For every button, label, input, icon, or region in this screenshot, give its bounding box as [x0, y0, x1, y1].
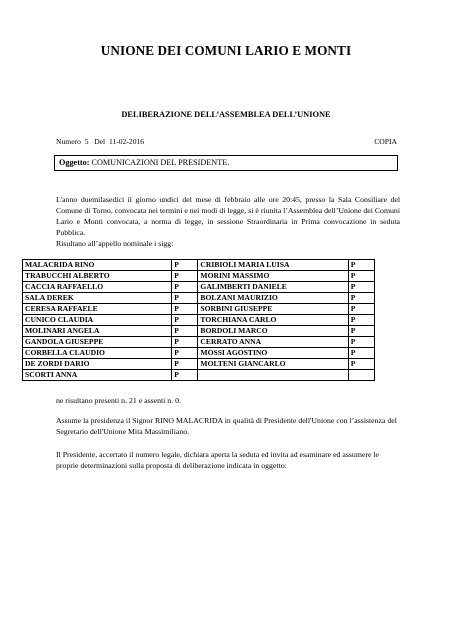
member-name: MORINI MASSIMO — [198, 271, 348, 282]
attendance-row — [23, 315, 375, 326]
presence-mark: P — [172, 337, 198, 348]
presence-mark: P — [348, 326, 374, 337]
member-name: TRABUCCHI ALBERTO — [23, 271, 172, 282]
presence-mark: P — [348, 293, 374, 304]
member-name: MOLTENI GIANCARLO — [198, 359, 348, 370]
presence-mark: P — [172, 359, 198, 370]
presence-mark — [348, 370, 374, 381]
presidency-paragraph: Assume la presidenza il Signor RINO MALACRIDA in qualità di Presidente dell'Unione con l’assistenza del Segretario dell'Unione Mita Massimiliano. — [56, 416, 397, 436]
member-name: CERESA RAFFAELE — [23, 304, 172, 315]
attendance-row — [23, 282, 375, 293]
presence-mark: P — [348, 271, 374, 282]
attendance-row — [23, 271, 375, 282]
presence-mark: P — [172, 315, 198, 326]
attendance-row — [23, 260, 375, 271]
subject-label: Oggetto: — [59, 158, 90, 167]
member-name — [198, 370, 348, 381]
member-name: GALIMBERTI DANIELE — [198, 282, 348, 293]
member-name: SCORTI ANNA — [23, 370, 172, 381]
presence-mark: P — [348, 359, 374, 370]
presence-mark: P — [172, 293, 198, 304]
member-name: BOLZANI MAURIZIO — [198, 293, 348, 304]
subject-box — [54, 155, 398, 171]
organization-title: UNIONE DEI COMUNI LARIO E MONTI — [100, 43, 352, 58]
presence-mark: P — [348, 304, 374, 315]
member-name: MALACRIDA RINO — [23, 260, 172, 271]
presence-mark: P — [172, 271, 198, 282]
member-name: MOLINARI ANGELA — [23, 326, 172, 337]
document-date: 11-02-2016 — [108, 137, 145, 146]
attendance-row — [23, 359, 375, 370]
document-number: 5 — [84, 137, 89, 146]
attendance-row — [23, 348, 375, 359]
presence-mark: P — [172, 260, 198, 271]
attendance-row — [23, 370, 375, 381]
intro-text: L'anno duemilasedici il giorno undici del mese di febbraio alle ore 20:45, presso la Sala Consiliare del Comune di Torno, convocata nei termini e nei modi di legge, si è riunita l’Assemblea dell’Unione dei Comuni Lario e Monti convocata, a norma di legge, in sessione Straordinaria in Prima convocazione in seduta Pubblica. — [56, 195, 400, 237]
presence-mark: P — [348, 260, 374, 271]
presence-mark: P — [348, 337, 374, 348]
member-name: CRIBIOLI MARIA LUISA — [198, 260, 348, 271]
presence-mark: P — [172, 282, 198, 293]
document-title: DELIBERAZIONE DELL’ASSEMBLEA DELL’UNIONE — [121, 110, 331, 119]
presence-mark: P — [172, 348, 198, 359]
presence-mark: P — [348, 315, 374, 326]
presence-mark: P — [348, 348, 374, 359]
attendance-row — [23, 304, 375, 315]
attendance-row — [23, 337, 375, 348]
presence-mark: P — [172, 326, 198, 337]
document-meta — [56, 137, 397, 146]
member-name: GANDOLA GIUSEPPE — [23, 337, 172, 348]
number-label: Numero — [56, 137, 81, 146]
presence-mark: P — [348, 282, 374, 293]
opening-paragraph: Il Presidente, accertato il numero legale, dichiara aperta la seduta ed invita ad esaminare ed assumere le proprie determinazioni sulla proposta di deliberazione indicata in oggetto: — [56, 450, 379, 470]
date-label: Del — [94, 137, 106, 146]
member-name: SALA DEREK — [23, 293, 172, 304]
intro-paragraph — [56, 194, 400, 249]
member-name: SORBINI GIUSEPPE — [198, 304, 348, 315]
presence-mark: P — [172, 370, 198, 381]
presence-mark: P — [172, 304, 198, 315]
member-name: CERRATO ANNA — [198, 337, 348, 348]
roll-call-text: Risultano all’appello nominale i sigg: — [56, 239, 174, 248]
attendance-row — [23, 293, 375, 304]
subject-text: COMUNICAZIONI DEL PRESIDENTE. — [91, 158, 230, 167]
member-name: CACCIA RAFFAELLO — [23, 282, 172, 293]
copy-label: COPIA — [374, 137, 397, 146]
attendance-table — [22, 259, 375, 381]
attendance-table-body — [23, 260, 375, 381]
member-name: CUNICO CLAUDIA — [23, 315, 172, 326]
member-name: BORDOLI MARCO — [198, 326, 348, 337]
attendance-row — [23, 326, 375, 337]
member-name: MOSSI AGOSTINO — [198, 348, 348, 359]
member-name: CORBELLA CLAUDIO — [23, 348, 172, 359]
attendance-count: ne risultano presenti n. 21 e assenti n. 0. — [56, 396, 181, 405]
member-name: TORCHIANA CARLO — [198, 315, 348, 326]
member-name: DE ZORDI DARIO — [23, 359, 172, 370]
